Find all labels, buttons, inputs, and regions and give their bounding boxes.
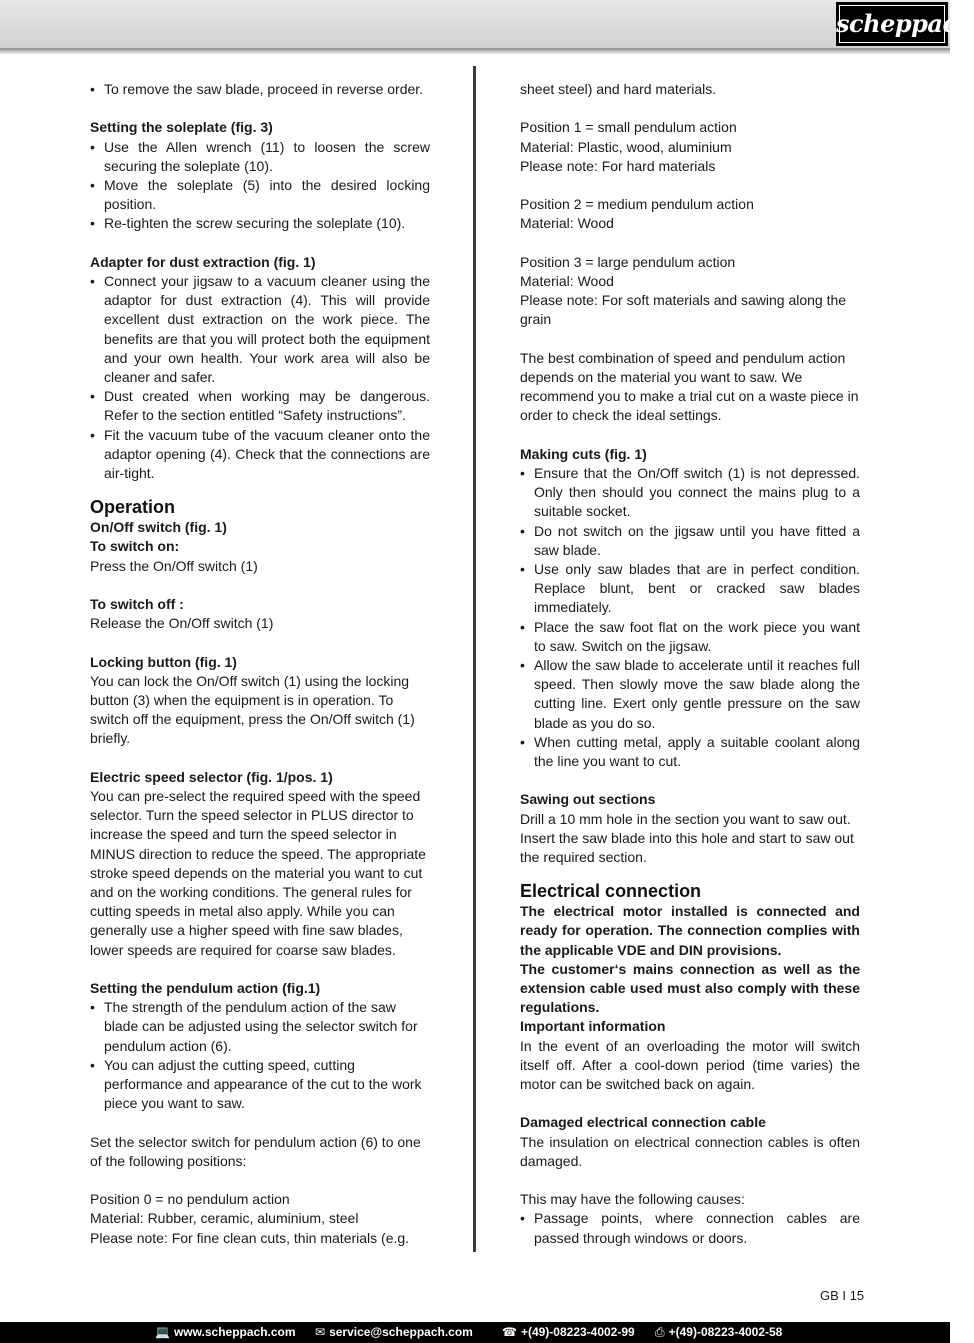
column-divider [473, 66, 476, 1252]
soleplate-list [90, 138, 430, 234]
selector-text: Set the selector switch for pendulum action (6) to one of the following positions: [90, 1133, 421, 1169]
causes-list [520, 1209, 860, 1247]
footer-web[interactable] [155, 1322, 296, 1343]
switch-off-heading: To switch off : [90, 596, 184, 613]
list-item: • To remove the saw blade, proceed in reverse order. [90, 80, 430, 99]
list-item: • Dust created when working may be dangerous. Refer to the section entitled “Safety instructions”. [90, 387, 430, 425]
electrical-bold-1: The electrical motor installed is connected and ready for operation. The connection complies with the applicable VDE and DIN provisions. [520, 903, 860, 958]
best-combination-text: The best combination of speed and pendulum action depends on the material you want to saw. We recommend you to make a trial cut on a waste piece in order to check the ideal settings. [520, 349, 859, 424]
fax-icon: ⎙ [655, 1325, 665, 1339]
footer-email[interactable] [315, 1322, 473, 1343]
page-number: GB I 15 [820, 1288, 865, 1303]
pos0-line1: Position 0 = no pendulum action [90, 1191, 290, 1208]
electrical-title: Electrical connection [520, 881, 702, 902]
switch-on-text: Press the On/Off switch (1) [90, 557, 258, 574]
left-column [90, 80, 430, 1248]
mail-icon: ✉ [315, 1325, 326, 1339]
dust-heading: Adapter for dust extraction (fig. 1) [90, 253, 316, 270]
important-heading: Important information [520, 1018, 666, 1035]
pos1-line3: Please note: For hard materials [520, 157, 716, 174]
pos3-line2: Material: Wood [520, 272, 614, 289]
sections-heading: Sawing out sections [520, 791, 656, 808]
pos1-line2: Material: Plastic, wood, aluminium [520, 138, 732, 155]
computer-icon: 💻 [155, 1325, 170, 1339]
pos2-line2: Material: Wood [520, 215, 614, 232]
list-item: • Place the saw foot flat on the work piece you want to saw. Switch on the jigsaw. [520, 618, 860, 656]
list-item: • When cutting metal, apply a suitable coolant along the line you want to cut. [520, 733, 860, 771]
list-item: • The strength of the pendulum action of the saw blade can be adjusted using the selector switch for pendulum action (6). [90, 998, 430, 1056]
damaged-text: The insulation on electrical connection cables is often damaged. [520, 1133, 860, 1169]
pos3-line3: Please note: For soft materials and sawing along the grain [520, 292, 847, 328]
logo-border [839, 5, 945, 43]
onoff-heading: On/Off switch (fig. 1) [90, 519, 227, 536]
right-column [520, 80, 860, 1248]
pendulum-list [90, 998, 430, 1113]
speed-text: You can pre-select the required speed with the speed selector. Turn the speed selector in PLUS director to increase the speed and turn the speed selector in MINUS direction to reduce the speed. The appropriate stroke speed depends on the material you want to cut and on the working conditions. The general rules for cutting speeds in metal also apply. While you can generally use a higher speed with fine saw blades, lower speeds are required for coarse saw blades. [90, 788, 426, 958]
switch-off-text: Release the On/Off switch (1) [90, 615, 274, 632]
operation-title: Operation [90, 497, 176, 518]
footer-phone-text: +(49)-08223-4002-99 [520, 1325, 635, 1339]
sections-text: Drill a 10 mm hole in the section you want to saw out. Insert the saw blade into this hole and start to saw out the required section. [520, 810, 854, 866]
cuts-heading: Making cuts (fig. 1) [520, 445, 647, 462]
list-item: • Re-tighten the screw securing the soleplate (10). [90, 214, 430, 233]
footer-fax [655, 1322, 782, 1343]
phone-icon: ☎ [502, 1325, 517, 1339]
switch-on-heading: To switch on: [90, 538, 180, 555]
soleplate-heading: Setting the soleplate (fig. 3) [90, 119, 273, 136]
list-item: • Move the soleplate (5) into the desired locking position. [90, 176, 430, 214]
list-item: • Use the Allen wrench (11) to loosen the screw securing the soleplate (10). [90, 138, 430, 176]
list-item: • You can adjust the cutting speed, cutting performance and appearance of the cut to the work piece you want to saw. [90, 1056, 430, 1114]
footer-fax-text: +(49)-08223-4002-58 [668, 1325, 783, 1339]
header-bar [0, 0, 974, 50]
pos1-line1: Position 1 = small pendulum action [520, 119, 737, 136]
list-item: • Use only saw blades that are in perfect condition. Replace blunt, bent or cracked saw blades immediately. [520, 560, 860, 618]
footer-web-text: www.scheppach.com [173, 1325, 296, 1339]
continued-text: sheet steel) and hard materials. [520, 81, 717, 97]
pos0-line2: Material: Rubber, ceramic, aluminium, steel [90, 1210, 359, 1227]
list-item: • Do not switch on the jigsaw until you have fitted a saw blade. [520, 522, 860, 560]
list-item: • Fit the vacuum tube of the vacuum cleaner onto the adaptor opening (4). Check that the connections are air-tight. [90, 426, 430, 484]
causes-text: This may have the following causes: [520, 1191, 745, 1208]
remove-list [90, 80, 430, 99]
speed-heading: Electric speed selector (fig. 1/pos. 1) [90, 768, 333, 785]
footer-email-text: service@scheppach.com [329, 1325, 473, 1339]
cuts-list [520, 464, 860, 771]
damaged-heading: Damaged electrical connection cable [520, 1114, 766, 1131]
list-item: • Passage points, where connection cables are passed through windows or doors. [520, 1209, 860, 1247]
pos2-line1: Position 2 = medium pendulum action [520, 196, 754, 213]
scheppach-logo [836, 2, 974, 46]
list-item: • Connect your jigsaw to a vacuum cleaner using the adaptor for dust extraction (4). This will provide excellent dust extraction on the work piece. The benefits are that you will protect both the equipment and your own health. Your work area will also be cleaner and safer. [90, 272, 430, 387]
important-text: In the event of an overloading the motor will switch itself off. After a cool-down period (time varies) the motor can be switched back on again. [520, 1037, 860, 1093]
pos3-line1: Position 3 = large pendulum action [520, 253, 736, 270]
header-shadow [0, 50, 950, 55]
list-item: • Ensure that the On/Off switch (1) is not depressed. Only then should you connect the mains plug to a suitable socket. [520, 464, 860, 522]
list-item: • Allow the saw blade to accelerate until it reaches full speed. Then slowly move the saw blade along the cutting line. Exert only gentle pressure on the saw blade as you do so. [520, 656, 860, 733]
locking-heading: Locking button (fig. 1) [90, 653, 237, 670]
pos0-line3: Please note: For fine clean cuts, thin materials (e.g. [90, 1229, 410, 1246]
dust-list [90, 272, 430, 483]
footer-phone [502, 1322, 635, 1343]
locking-text: You can lock the On/Off switch (1) using the locking button (3) when the equipment is in operation. To switch off the equipment, press the On/Off switch (1) briefly. [90, 672, 415, 747]
electrical-bold-2: The customer‘s mains connection as well as the extension cable used must also comply with these regulations. [520, 960, 860, 1016]
logo-text: scheppach [836, 9, 974, 38]
footer-bar [0, 1322, 950, 1343]
pendulum-heading: Setting the pendulum action (fig.1) [90, 980, 321, 997]
